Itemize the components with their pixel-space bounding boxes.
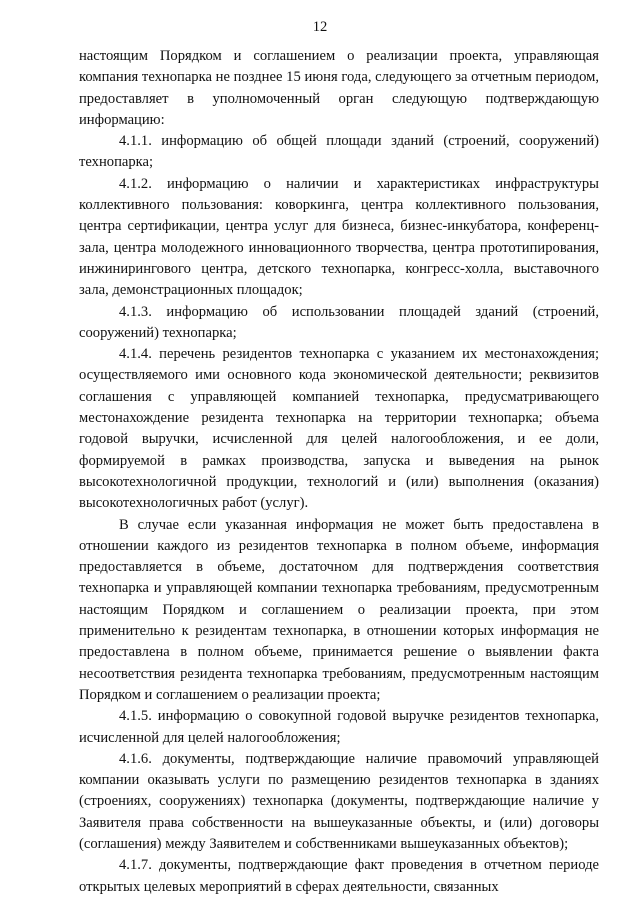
paragraph-4-1-4: 4.1.4. перечень резидентов технопарка с указанием их местонахождения; осуществляемого ими основного кода экономической деятельности; реквизитов соглашения с управляющей компанией технопарка, предусматривающего местонахождение резидента технопарка на территории технопарка; объема годовой выручки, исчисленной для целей налогообложения, и ее доли, формируемой в рамках производства, запуска и выведения на рынок высокотехнологичной продукции, технологий и (или) выполнения (оказания) высокотехнологичных работ (услуг). [79, 346, 599, 512]
paragraph-incomplete-info: В случае если указанная информация не может быть предоставлена в отношении каждого из резидентов технопарка в полном объеме, информация предоставляется в объеме, достаточном для подтверждения соответствия технопарка и управляющей компании технопарка требованиям, предусмотренным настоящим Порядком и соглашением о реализации проекта, при этом применительно к резидентам технопарка, в отношении которых информация не предоставлена в полном объеме, принимается решение о выявлении факта несоответствия резидента технопарка требованиям, предусмотренным настоящим Порядком и соглашением о реализации проекта; [79, 516, 599, 703]
document-body [79, 46, 599, 898]
paragraph-4-1-1: 4.1.1. информацию об общей площади зданий (строений, сооружений) технопарка; [79, 133, 599, 171]
page-number: 12 [312, 19, 328, 35]
paragraph-4-1-2: 4.1.2. информацию о наличии и характеристиках инфраструктуры коллективного пользования: коворкинга, центра коллективного пользования, центра сертификации, центра услуг для бизнеса, бизнес-инкубатора, конференц-зала, центра молодежного инновационного творчества, центра прототипирования, инжинирингового центра, детского технопарка, конгресс-холла, выставочного зала, демонстрационных площадок; [79, 175, 599, 299]
paragraph-4-1-3: 4.1.3. информацию об использовании площадей зданий (строений, сооружений) технопарка; [79, 303, 599, 341]
paragraph-intro: настоящим Порядком и соглашением о реализации проекта, управляющая компания технопарка не позднее 15 июня года, следующего за отчетным периодом, предоставляет в уполномоченный орган следующую подтверждающую информацию: [79, 48, 599, 128]
paragraph-4-1-7: 4.1.7. документы, подтверждающие факт проведения в отчетном периоде открытых целевых мероприятий в сферах деятельности, связанных [79, 857, 599, 895]
paragraph-4-1-5: 4.1.5. информацию о совокупной годовой выручке резидентов технопарка, исчисленной для целей налогообложения; [79, 708, 599, 746]
paragraph-4-1-6: 4.1.6. документы, подтверждающие наличие правомочий управляющей компании оказывать услуги по размещению резидентов технопарка в зданиях (строениях, сооружениях) технопарка (документы, подтверждающие наличие у Заявителя права собственности на вышеуказанные объекты, и (или) договоры (соглашения) между Заявителем и собственниками вышеуказанных объектов); [79, 750, 599, 852]
